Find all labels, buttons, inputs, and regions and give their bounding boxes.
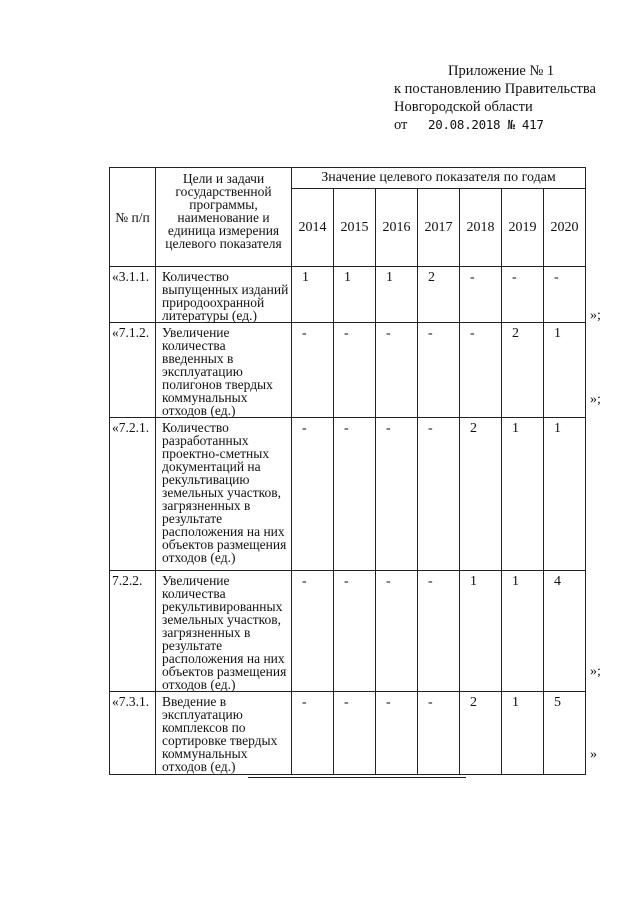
year-header: 2017 xyxy=(418,189,460,267)
value-cell: 1 xyxy=(502,571,544,692)
value-cell: - xyxy=(334,692,376,775)
value-cell: 1 xyxy=(502,692,544,775)
value-cell: 5 xyxy=(544,692,586,775)
row-closing-mark: »; xyxy=(590,392,601,407)
value-cell: - xyxy=(544,267,586,323)
table-row xyxy=(110,267,586,323)
column-header-values-group: Значение целевого показателя по годам xyxy=(292,168,586,189)
value-cell: - xyxy=(334,418,376,571)
value-cell: 1 xyxy=(544,418,586,571)
date-prefix: от xyxy=(394,117,408,133)
year-header: 2016 xyxy=(376,189,418,267)
value-cell: - xyxy=(418,418,460,571)
value-cell: - xyxy=(292,571,334,692)
value-cell: 2 xyxy=(418,267,460,323)
value-cell: - xyxy=(376,418,418,571)
year-header: 2015 xyxy=(334,189,376,267)
row-description: Количество разработанных проектно-сметных документаций на рекультивацию земельных участков, загрязненных в результате расположения на них объектов размещения отходов (ед.) xyxy=(156,418,292,571)
table-row xyxy=(110,571,586,692)
value-cell: - xyxy=(376,571,418,692)
value-cell: 1 xyxy=(376,267,418,323)
value-cell: - xyxy=(376,692,418,775)
appendix-title: Приложение № 1 xyxy=(448,63,555,79)
row-description: Увеличение количества введенных в эксплуатацию полигонов твердых коммунальных отходов (ед.) xyxy=(156,323,292,418)
year-header: 2014 xyxy=(292,189,334,267)
row-closing-mark: »; xyxy=(590,664,601,679)
value-cell: 4 xyxy=(544,571,586,692)
row-description: Увеличение количества рекультивированных земельных участков, загрязненных в результате расположения на них объектов размещения отходов (ед.) xyxy=(156,571,292,692)
value-cell: 1 xyxy=(292,267,334,323)
appendix-subtitle-line1: к постановлению Правительства xyxy=(394,81,596,97)
appendix-subtitle-line2: Новгородской области xyxy=(394,99,533,115)
value-cell: - xyxy=(418,571,460,692)
row-description: Введение в эксплуатацию комплексов по сортировке твердых коммунальных отходов (ед.) xyxy=(156,692,292,775)
value-cell: - xyxy=(334,571,376,692)
value-cell: - xyxy=(460,267,502,323)
indicator-table xyxy=(109,167,586,775)
value-cell: 1 xyxy=(502,418,544,571)
value-cell: - xyxy=(292,692,334,775)
value-cell: 2 xyxy=(460,418,502,571)
value-cell: - xyxy=(460,323,502,418)
value-cell: 1 xyxy=(334,267,376,323)
year-header: 2020 xyxy=(544,189,586,267)
row-number: «7.2.1. xyxy=(110,418,156,571)
row-closing-mark: » xyxy=(590,747,597,762)
table-row xyxy=(110,692,586,775)
row-description: Количество выпущенных изданий природоохранной литературы (ед.) xyxy=(156,267,292,323)
value-cell: 2 xyxy=(460,692,502,775)
footer-rule xyxy=(248,777,466,778)
value-cell: 1 xyxy=(544,323,586,418)
appendix-date-line xyxy=(394,116,634,134)
value-cell: 2 xyxy=(502,323,544,418)
value-cell: - xyxy=(502,267,544,323)
value-cell: - xyxy=(418,692,460,775)
value-cell: - xyxy=(292,418,334,571)
table-row xyxy=(110,323,586,418)
row-number: 7.2.2. xyxy=(110,571,156,692)
date-value: 20.08.2018 № 417 xyxy=(428,117,544,132)
value-cell: - xyxy=(334,323,376,418)
row-number: «3.1.1. xyxy=(110,267,156,323)
value-cell: - xyxy=(292,323,334,418)
value-cell: - xyxy=(418,323,460,418)
row-closing-mark: »; xyxy=(590,308,601,323)
column-header-goals: Цели и задачи государственной программы, наименование и единица измерения целевого показателя xyxy=(156,168,292,267)
value-cell: - xyxy=(376,323,418,418)
appendix-header xyxy=(394,62,634,134)
value-cell: 1 xyxy=(460,571,502,692)
row-number: «7.1.2. xyxy=(110,323,156,418)
row-number: «7.3.1. xyxy=(110,692,156,775)
year-header: 2019 xyxy=(502,189,544,267)
year-header: 2018 xyxy=(460,189,502,267)
table-row xyxy=(110,418,586,571)
column-header-number: № п/п xyxy=(110,168,156,267)
